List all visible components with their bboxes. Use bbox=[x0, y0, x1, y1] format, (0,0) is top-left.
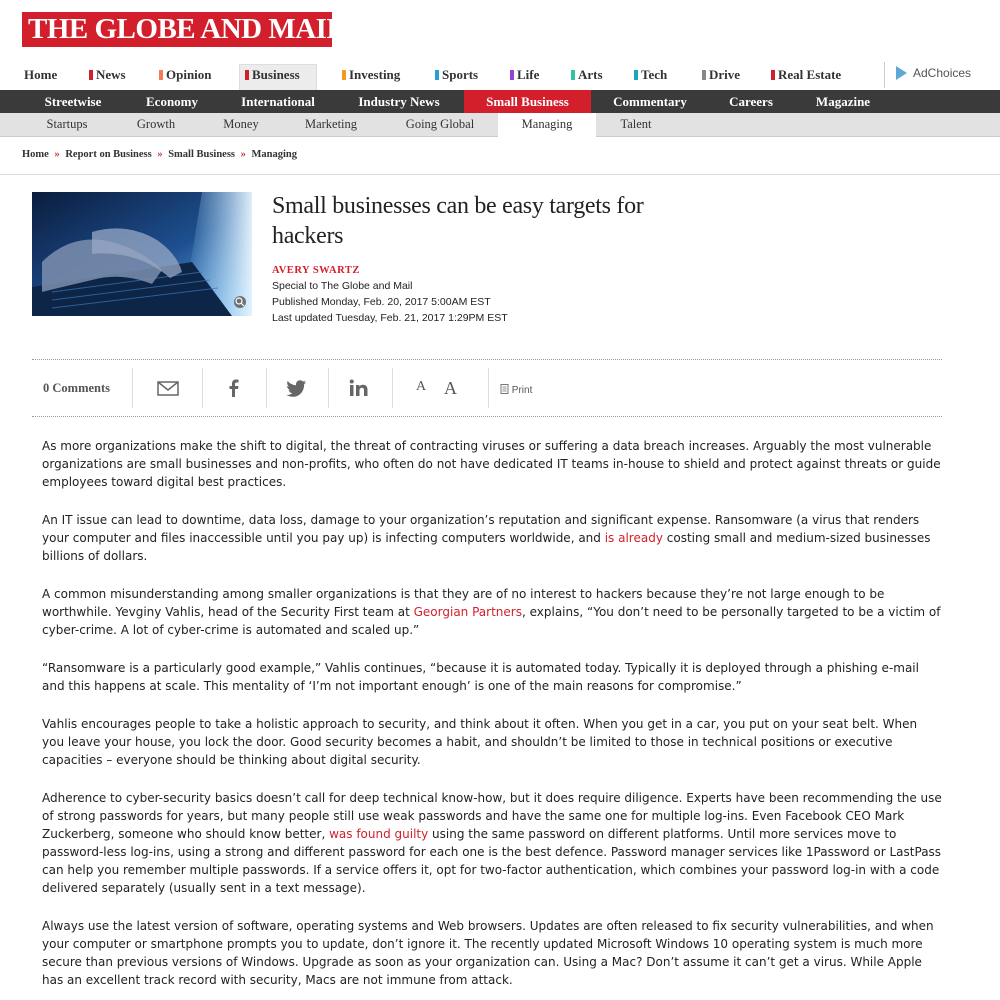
nav-investing[interactable]: Investing bbox=[342, 67, 400, 83]
article-author-affiliation: Special to The Globe and Mail bbox=[272, 280, 413, 292]
nav-business[interactable]: Business bbox=[245, 67, 300, 83]
nav-sports[interactable]: Sports bbox=[435, 67, 478, 83]
article-hero-image[interactable] bbox=[32, 192, 252, 316]
section-color-marker bbox=[89, 70, 93, 80]
nav-opinion[interactable]: Opinion bbox=[159, 67, 212, 83]
print-button[interactable]: Print bbox=[500, 384, 532, 396]
header-divider bbox=[0, 174, 1000, 175]
nav-divider bbox=[884, 62, 885, 88]
secnav-economy[interactable]: Economy bbox=[146, 94, 198, 109]
secnav-international[interactable]: International bbox=[241, 94, 315, 109]
section-color-marker bbox=[245, 70, 249, 80]
section-navigation bbox=[0, 90, 1000, 113]
facebook-icon[interactable] bbox=[222, 377, 246, 399]
breadcrumb-report-on-business[interactable]: Report on Business bbox=[65, 149, 152, 160]
article-body bbox=[42, 437, 942, 1000]
adchoices-link[interactable]: AdChoices bbox=[896, 66, 971, 80]
nav-arts[interactable]: Arts bbox=[571, 67, 603, 83]
subsection-navigation bbox=[0, 113, 1000, 137]
article-paragraph: Adherence to cyber-security basics doesn’t call for deep technical know-how, but it does require diligence. Experts have been recommending the use of strong passwords for years, but many people still use weak passwords and have the same one for multiple log-ins. Even Facebook CEO Mark Zuckerberg, someone who should know better, was found guilty using the same password on different platforms. Until more services move to password-less log-ins, using a strong and different password for each one is the best defence. Password manager services like 1Password or LastPass can help you remember multiple passwords. If a service offers it, opt for two-factor authentication, which combines your password log-in with a code delivered separately (usually sent in a text message). bbox=[42, 791, 942, 895]
article-author[interactable]: AVERY SWARTZ bbox=[272, 265, 360, 276]
article-paragraph: “Ransomware is a particularly good example,” Vahlis continues, “because it is automated today. Typically it is deployed through a phishing e-mail and this happens at scale. This mentality of ‘I’m not important enough’ is one of the main reasons for compromise.” bbox=[42, 661, 919, 693]
breadcrumb-separator: » bbox=[240, 149, 246, 160]
breadcrumb-managing[interactable]: Managing bbox=[251, 149, 298, 160]
logo-text: THE GLOBE AND MAIL bbox=[28, 13, 344, 45]
section-color-marker bbox=[571, 70, 575, 80]
breadcrumb-small-business[interactable]: Small Business bbox=[168, 149, 236, 160]
share-bar-bottom-rule bbox=[32, 416, 942, 417]
article-paragraph: Always use the latest version of software, operating systems and Web browsers. Updates are often released to fix security vulnerabilities, and when your computer or smartphone prompts you to update, don’t ignore it. The recently updated Microsoft Windows 10 operating system is much more secure than previous versions of Windows. Upgrade as soon as your organization can. Using a Mac? Don’t assume it can’t get a virus. While Apple has an excellent track record with security, Macs are not immune from attack. bbox=[42, 919, 934, 987]
secnav-streetwise[interactable]: Streetwise bbox=[44, 94, 102, 109]
subnav-money[interactable]: Money bbox=[223, 117, 259, 131]
subnav-startups[interactable]: Startups bbox=[46, 117, 88, 131]
toolbar-divider bbox=[328, 368, 329, 408]
secnav-industry-news[interactable]: Industry News bbox=[358, 94, 440, 109]
georgian-partners-link[interactable]: Georgian Partners bbox=[413, 605, 522, 619]
twitter-icon[interactable] bbox=[284, 377, 308, 399]
subnav-talent[interactable]: Talent bbox=[620, 117, 652, 131]
decrease-font-size-button[interactable]: A bbox=[416, 379, 427, 394]
top-navigation bbox=[0, 62, 1000, 90]
maple-leaf-icon bbox=[352, 17, 366, 31]
subnav-managing[interactable]: Managing bbox=[498, 113, 596, 137]
section-color-marker bbox=[771, 70, 775, 80]
article-paragraph: As more organizations make the shift to digital, the threat of contracting viruses or suffering a data breach increases. Arguably the most vulnerable organizations are small businesses and non-profits, who often do not have dedicated IT teams in-house to shield and protect against threats or guide employees toward digital best practices. bbox=[42, 439, 941, 489]
article-updated-date: Last updated Tuesday, Feb. 21, 2017 1:29PM EST bbox=[272, 312, 508, 324]
section-color-marker bbox=[435, 70, 439, 80]
section-color-marker bbox=[342, 70, 346, 80]
toolbar-divider bbox=[392, 368, 393, 408]
section-color-marker bbox=[634, 70, 638, 80]
comments-count-link[interactable]: 0 Comments bbox=[43, 381, 111, 395]
subnav-marketing[interactable]: Marketing bbox=[304, 117, 358, 131]
adchoices-icon bbox=[896, 66, 907, 80]
article-paragraph: An IT issue can lead to downtime, data loss, damage to your organization’s reputation and significant expense. Ransomware (a virus that renders your computer and files inaccessible until you pay up) is infecting computers worldwide, and is already costing small and medium-sized businesses billions of dollars. bbox=[42, 513, 931, 563]
is-already-link[interactable]: is already bbox=[604, 531, 663, 545]
toolbar-divider bbox=[132, 368, 133, 408]
email-icon[interactable] bbox=[156, 377, 180, 399]
increase-font-size-button[interactable]: A bbox=[444, 378, 457, 398]
secnav-careers[interactable]: Careers bbox=[729, 94, 773, 109]
nav-tech[interactable]: Tech bbox=[634, 67, 667, 83]
article-published-date: Published Monday, Feb. 20, 2017 5:00AM EST bbox=[272, 296, 491, 308]
linkedin-icon[interactable] bbox=[347, 377, 371, 399]
share-toolbar bbox=[32, 362, 942, 414]
article-title: Small businesses can be easy targets for hackers bbox=[272, 193, 644, 249]
site-logo[interactable] bbox=[22, 12, 344, 47]
section-color-marker bbox=[702, 70, 706, 80]
breadcrumb-home[interactable]: Home bbox=[22, 149, 49, 160]
nav-news[interactable]: News bbox=[89, 67, 126, 83]
nav-life[interactable]: Life bbox=[510, 67, 539, 83]
secnav-small-business[interactable]: Small Business bbox=[464, 90, 591, 113]
nav-drive[interactable]: Drive bbox=[702, 67, 740, 83]
hacker-keyboard-illustration bbox=[32, 192, 252, 316]
article-paragraph: Vahlis encourages people to take a holistic approach to security, and think about it often. When you get in a car, you put on your seat belt. When you leave your house, you lock the door. Good security becomes a habit, and shouldn’t be limited to those in technical positions or executive capacities – everyone should be thinking about digital security. bbox=[42, 717, 918, 767]
toolbar-divider bbox=[488, 368, 489, 408]
print-icon bbox=[500, 384, 509, 394]
toolbar-divider bbox=[266, 368, 267, 408]
toolbar-divider bbox=[202, 368, 203, 408]
secnav-commentary[interactable]: Commentary bbox=[613, 94, 687, 109]
nav-real-estate[interactable]: Real Estate bbox=[771, 67, 841, 83]
was-found-guilty-link[interactable]: was found guilty bbox=[329, 827, 429, 841]
breadcrumb-separator: » bbox=[54, 149, 60, 160]
subnav-going-global[interactable]: Going Global bbox=[405, 117, 475, 131]
breadcrumb-separator: » bbox=[157, 149, 163, 160]
section-color-marker bbox=[159, 70, 163, 80]
nav-home[interactable]: Home bbox=[24, 67, 58, 82]
article-paragraph: A common misunderstanding among smaller organizations is that they are of no interest to hackers because they’re not large enough to be worthwhile. Yevginy Vahlis, head of the Security First team at Georgian Partners, explains, “You don’t need to be personally targeted to be a victim of cyber-crime. A lot of cyber-crime is automated and scaled up.” bbox=[42, 587, 941, 637]
breadcrumb bbox=[22, 149, 297, 160]
share-bar-top-rule bbox=[32, 359, 942, 360]
section-color-marker bbox=[510, 70, 514, 80]
secnav-magazine[interactable]: Magazine bbox=[815, 94, 871, 109]
subnav-growth[interactable]: Growth bbox=[136, 117, 176, 131]
